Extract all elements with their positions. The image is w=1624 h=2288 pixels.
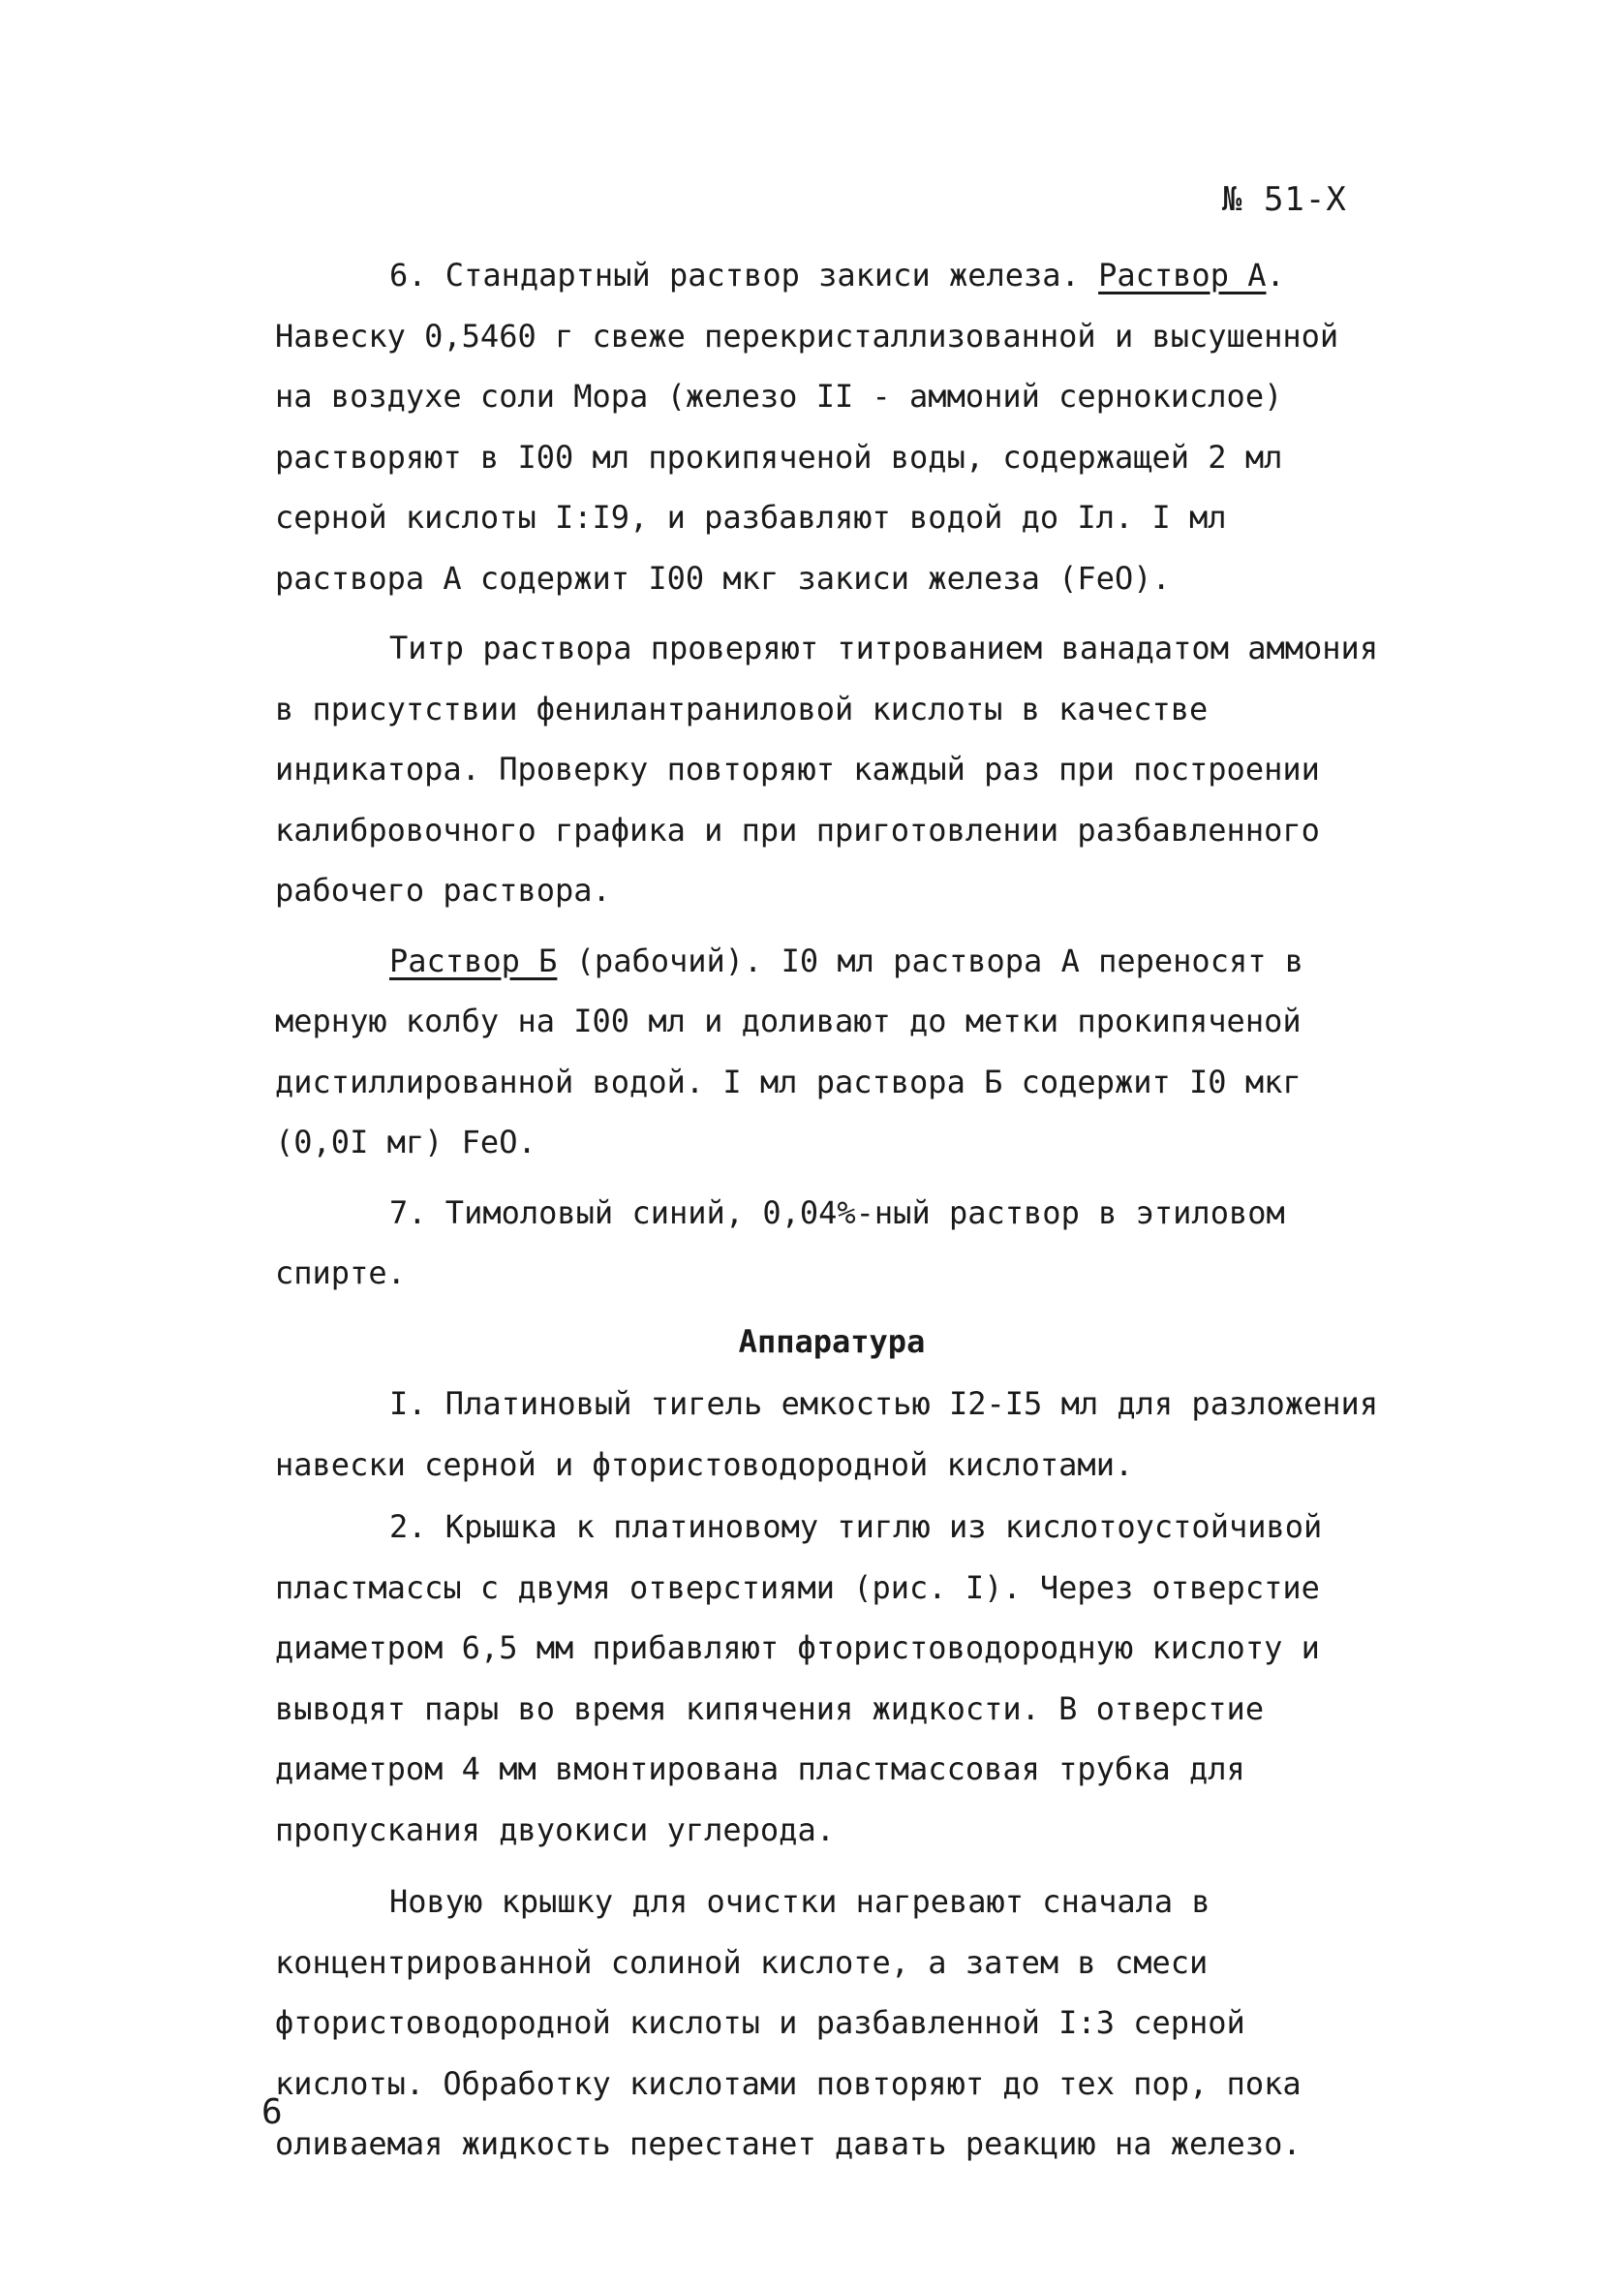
document-body (275, 245, 1389, 2175)
paragraph-thymol-blue: 7. Тимоловый синий, 0,04%-ный раствор в этиловом спирте. (275, 1193, 1285, 1291)
paragraph-lid-cleaning: Новую крышку для очистки нагревают сначала в концентрированной солиной кислоте, а затем в смеси фтористоводородной кислоты и разбавленной I:3 серной кислоты. Обработку кислотами повторяют до тех пор, пока оливаемая жидкость перестанет давать реакцию на железо. (275, 1883, 1302, 2162)
paragraph-text: (рабочий). I0 мл раствора А переносят в мерную колбу на I00 мл и доливают до метки прокипяченой дистиллированной водой. I мл раствора Б содержит I0 мкг (0,0I мг) FeO. (275, 942, 1304, 1160)
document-number: № 51-Х (1222, 180, 1347, 219)
paragraph-solution-b (275, 931, 1389, 1173)
page-number: 6 (261, 2092, 283, 2132)
paragraph-crucible-lid: 2. Крышка к платиновому тиглю из кислотоустойчивой пластмассы с двумя отверстиями (рис. I). Через отверстие диаметром 6,5 мм прибавляют фтористоводородную кислоту и выводят пары во время кипячения жидкости. В отверстие диаметром 4 мм вмонтирована пластмассовая трубка для пропускания двуокиси углерода. (275, 1508, 1323, 1848)
paragraph-text: . Навеску 0,5460 г свеже перекристаллизованной и высушенной на воздухе соли Мора (железо II - аммоний сернокислое) растворяют в I00 мл прокипяченой воды, содержащей 2 мл серной кислоты I:I9, и разбавляют водой до Iл. I мл раствора А содержит I00 мкг закиси железа (FeO). (275, 257, 1339, 597)
paragraph-titer-check: Титр раствора проверяют титрованием ванадатом аммония в присутствии фенилантраниловой кислоты в качестве индикатора. Проверку повторяют каждый раз при построении калибровочного графика и при приготовлении разбавленного рабочего раствора. (275, 630, 1379, 909)
solution-b-label: Раствор Б (389, 942, 558, 979)
paragraph-platinum-crucible: I. Платиновый тигель емкостью I2-I5 мл для разложения навески серной и фтористоводородной кислотами. (275, 1385, 1379, 1483)
section-heading-apparatus: Аппаратура (738, 1322, 926, 1360)
paragraph-lead: 6. Стандартный раствор закиси железа. (389, 257, 1099, 294)
solution-a-label: Раствор А (1098, 257, 1267, 294)
paragraph-standard-solution (275, 245, 1389, 608)
